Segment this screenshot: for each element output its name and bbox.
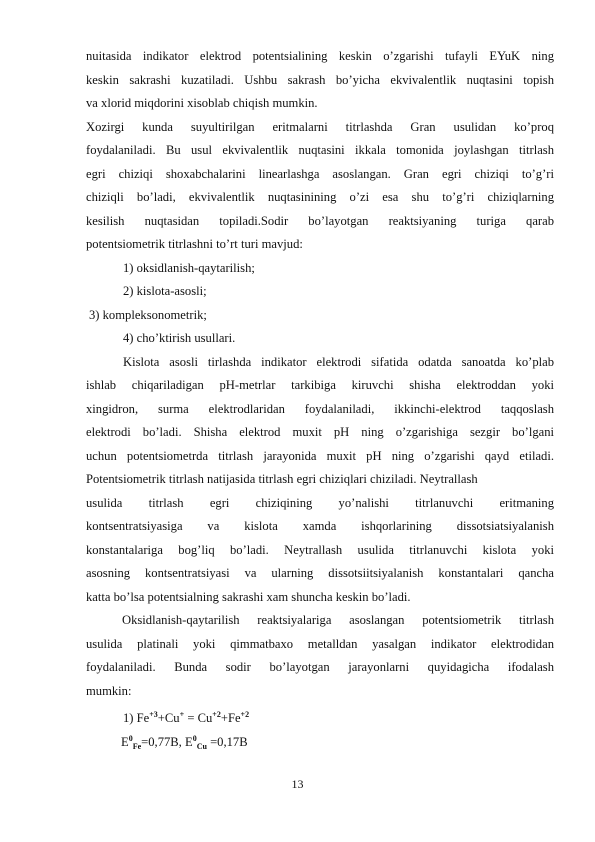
text-line: 3) kompleksonometrik; xyxy=(89,307,207,322)
text-line: uchun potentsiometrda titrlash jarayonida muxit pH ning o’zgarishi qayd etiladi. xyxy=(86,448,554,463)
text-line: kesilish nuqtasidan topiladi.Sodir bo’layotgan reaktsiyaning turiga qarab xyxy=(86,213,554,228)
reaction-fe2: +Fe xyxy=(220,711,241,725)
reaction-cu: +Cu xyxy=(157,711,180,725)
text-line: foydalaniladi. Bu usul ekvivalentlik nuqtasini ikkala tomonida joylashgan titrlash xyxy=(86,143,554,157)
standard-potentials xyxy=(86,727,554,751)
potential-fe-value: =0,77B, xyxy=(141,734,185,749)
text-line: Potentsiometrik titrlash natijasida titrlash egri chiziqlari chiziladi. Neytrallash xyxy=(86,472,478,486)
text-line: 4) cho’ktirish usullari. xyxy=(123,331,236,345)
potential-e-cu: E xyxy=(184,734,193,749)
text-line: kontsentratsiyasiga va kislota xamda ishqorlarining dissotsiatsiyalanish xyxy=(86,519,554,533)
text-line: xingidron, surma elektrodlaridan foydalaniladi, ikkinchi-elektrod taqqoslash xyxy=(86,401,554,416)
potential-cu-value: =0,17B xyxy=(206,734,248,749)
text-line: 1) oksidlanish-qaytarilish; xyxy=(123,260,255,275)
reaction-cu2: = Cu xyxy=(184,711,213,725)
cu-charge: + xyxy=(179,710,185,719)
text-line: elektrodi bo’ladi. Shisha elektrod muxit pH ning o’zgarishiga sezgir bo’lgani xyxy=(86,425,554,439)
potential-e-cu-sub: Cu xyxy=(196,741,207,751)
potential-e-fe: E xyxy=(121,734,129,749)
text-line: konstantalariga bog’liq bo’ladi. Neytrallash usulida titrlanuvchi kislota yoki xyxy=(86,542,554,557)
page-number: 13 xyxy=(291,777,304,791)
text-line: 2) kislota-asosli; xyxy=(123,284,207,298)
text-line: va xlorid miqdorini xisoblab chiqish mumkin. xyxy=(86,96,318,110)
potential-e-fe-sup: 0 xyxy=(128,733,133,743)
text-line: katta bo’lsa potentsialning sakrashi xam shuncha keskin bo’ladi. xyxy=(86,589,411,604)
text-line: Oksidlanish-qaytarilish reaktsiyalariga asoslangan potentsiometrik titrlash xyxy=(122,613,554,627)
potential-e-cu-sup: 0 xyxy=(192,733,197,743)
reaction-fe: 1) Fe xyxy=(123,711,150,725)
text-line: keskin sakrashi kuzatiladi. Ushbu sakrash bo’yicha ekvivalentlik nuqtasini topish xyxy=(86,72,554,87)
text-line: foydalaniladi. Bunda sodir bo’layotgan jarayonlarni quyidagicha ifodalash xyxy=(86,660,554,674)
reaction-block xyxy=(86,703,554,750)
text-line: usulida titrlash egri chiziqining yo’nalishi titrlanuvchi eritmaning xyxy=(86,495,554,510)
fe3-charge: +3 xyxy=(149,710,158,719)
fe2-charge: +2 xyxy=(240,710,250,719)
text-line: ishlab chiqariladigan pH-metrlar tarkibiga kiruvchi shisha elektroddan yoki xyxy=(86,378,554,392)
text-line: Xozirgi kunda suyultirilgan eritmalarni titrlashda Gran usulidan ko’proq xyxy=(86,119,554,134)
text-line: Kislota asosli tirlashda indikator elektrodi sifatida odatda sanoatda ko’plab xyxy=(123,354,554,369)
text-line: asosning kontsentratsiyasi va ularning dissotsiitsiyalanish konstantalari qancha xyxy=(86,566,554,580)
text-line: potentsiometrik titrlashni to’rt turi mavjud: xyxy=(86,237,303,251)
text-line: usulida platinali yoki qimmatbaxo metalldan yasalgan indikator elektrodidan xyxy=(86,636,554,651)
text-line: chiziqli bo’ladi, ekvivalentlik nuqtasinining o’zi esa shu to’g’ri chiziqlarning xyxy=(86,190,554,204)
document-body xyxy=(86,45,554,703)
potential-e-fe-sub: Fe xyxy=(132,741,142,751)
text-line: mumkin: xyxy=(86,683,132,698)
reaction-equation xyxy=(86,703,554,727)
text-line: egri chiziqi shoxabchalarini linearlashga asoslangan. Gran egri chiziqi to’g’ri xyxy=(86,166,554,181)
cu2-charge: +2 xyxy=(212,710,221,719)
text-line: nuitasida indikator elektrod potentsialining keskin o’zgarishi tufayli EYuK ning xyxy=(86,49,554,63)
